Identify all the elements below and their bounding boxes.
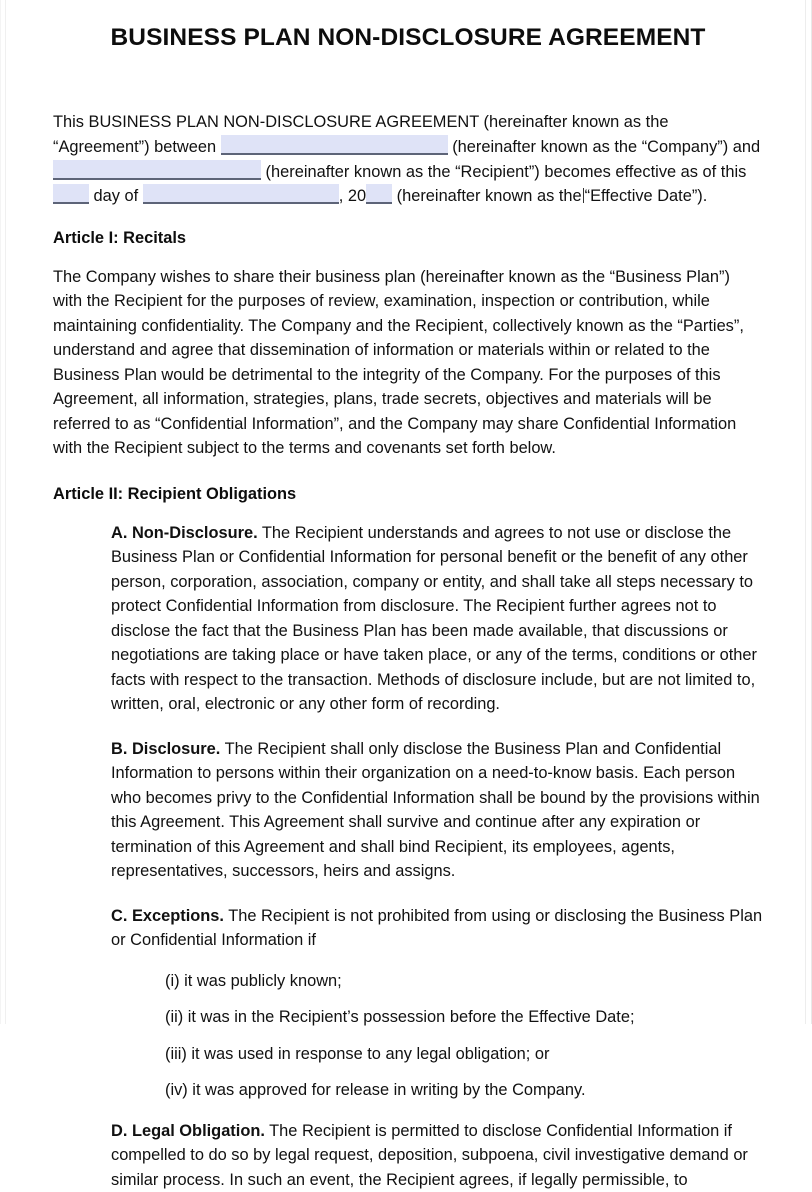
spacer-after-section-b: [53, 884, 763, 904]
page-title: BUSINESS PLAN NON-DISCLOSURE AGREEMENT: [110, 24, 706, 51]
spacer-after-intro: [53, 209, 763, 227]
intro-text-segment-4: day of: [89, 187, 143, 206]
company-name-field[interactable]: [221, 135, 448, 155]
section-d-legal-obligation: [111, 1119, 763, 1192]
intro-text-segment-1: This BUSINESS PLAN NON-DISCLOSURE AGREEMENT (hereinafter known as the “Agreement”) between: [53, 113, 669, 156]
spacer-before-exception-list: [53, 953, 763, 969]
spacer-list-1: [53, 993, 763, 1005]
spacer-article-1-heading: [53, 249, 763, 265]
section-b-lead: B. Disclosure.: [111, 739, 221, 758]
section-c-lead: C. Exceptions.: [111, 906, 224, 925]
section-d-body: The Recipient is permitted to disclose Confidential Information if compelled to do so by legal request, deposition, subpoena, civil investigative demand or similar process. In such an event, the Recipient agrees, if legally permissible, to: [111, 1121, 748, 1189]
page-edge-right: [805, 0, 806, 1024]
spacer-list-3: [53, 1066, 763, 1078]
section-a-lead: A. Non-Disclosure.: [111, 523, 258, 542]
article-heading-recipient-obligations: Article II: Recipient Obligations: [53, 484, 297, 503]
section-b-body: The Recipient shall only disclose the Business Plan and Confidential Information to persons within their organization on a need-to-know basis. Each person who becomes privy to the Confidential Information shall be bound by the provisions within this Agreement. This Agreement shall survive and continue after any expiration or termination of this Agreement and shall bind Recipient, its employees, agents, representatives, successors, heirs and assigns.: [111, 739, 760, 881]
list-item: (iv) it was approved for release in writing by the Company.: [165, 1081, 586, 1100]
section-b-disclosure: [111, 737, 763, 884]
spacer-article-2-heading: [53, 505, 763, 521]
spacer-after-section-a: [53, 717, 763, 737]
title-spacer: [53, 52, 763, 70]
intro-text-segment-7: “Effective Date”).: [584, 187, 708, 206]
section-a-non-disclosure: [111, 521, 763, 717]
section-a-body: The Recipient understands and agrees to not use or disclose the Business Plan or Confidential Information for personal benefit or the benefit of any other person, corporation, association, company or entity, and shall take all steps necessary to protect Confidential Information from disclosure. The Recipient further agrees not to disclose the fact that the Business Plan has been made available, that discussions or negotiations are taking place or have taken place, or any of the terms, conditions or other facts with respect to the transaction. Methods of disclosure include, but are not limited to, written, oral, electronic or any other form of recording.: [111, 523, 757, 714]
effective-day-field[interactable]: [53, 184, 89, 204]
effective-year-field[interactable]: [366, 184, 392, 204]
article-1-body: The Company wishes to share their business plan (hereinafter known as the “Business Plan”) with the Recipient for the purposes of review, examination, inspection or contribution, while maintaining confidentiality. The Company and the Recipient, collectively known as the “Parties”, understand and agree that dissemination of information or materials within or related to the Business Plan would be detrimental to the integrity of the Company. For the purposes of this Agreement, all information, strategies, plans, trade secrets, objectives and materials will be referred to as “Confidential Information”, and the Company may share Confidential Information with the Recipient subject to the terms and covenants set forth below.: [53, 267, 744, 458]
spacer-before-article-2: [53, 461, 763, 483]
intro-text-segment-2: (hereinafter known as the “Company”) and: [447, 137, 761, 156]
article-heading-recitals: Article I: Recitals: [53, 228, 186, 247]
spacer-before-section-d: [53, 1103, 763, 1119]
list-item: (ii) it was in the Recipient’s possession before the Effective Date;: [165, 1008, 635, 1027]
list-item: (i) it was publicly known;: [165, 971, 342, 990]
section-c-body: The Recipient is not prohibited from using or disclosing the Business Plan or Confidential Information if: [111, 906, 763, 950]
page-edge-left: [5, 0, 6, 1024]
text-cursor-caret: [583, 188, 584, 203]
section-c-exceptions: [111, 904, 763, 953]
recipient-name-field[interactable]: [53, 160, 261, 180]
intro-text-segment-6: (hereinafter known as the: [392, 187, 582, 206]
intro-paragraph: [53, 110, 763, 208]
document-content: [53, 0, 763, 1192]
intro-text-segment-3: (hereinafter known as the “Recipient”) becomes effective as of this: [261, 162, 747, 181]
section-d-lead: D. Legal Obligation.: [111, 1121, 265, 1140]
list-item: (iii) it was used in response to any legal obligation; or: [165, 1044, 550, 1063]
effective-month-field[interactable]: [143, 184, 339, 204]
spacer-list-2: [53, 1030, 763, 1042]
intro-text-segment-5: , 20: [338, 187, 367, 206]
